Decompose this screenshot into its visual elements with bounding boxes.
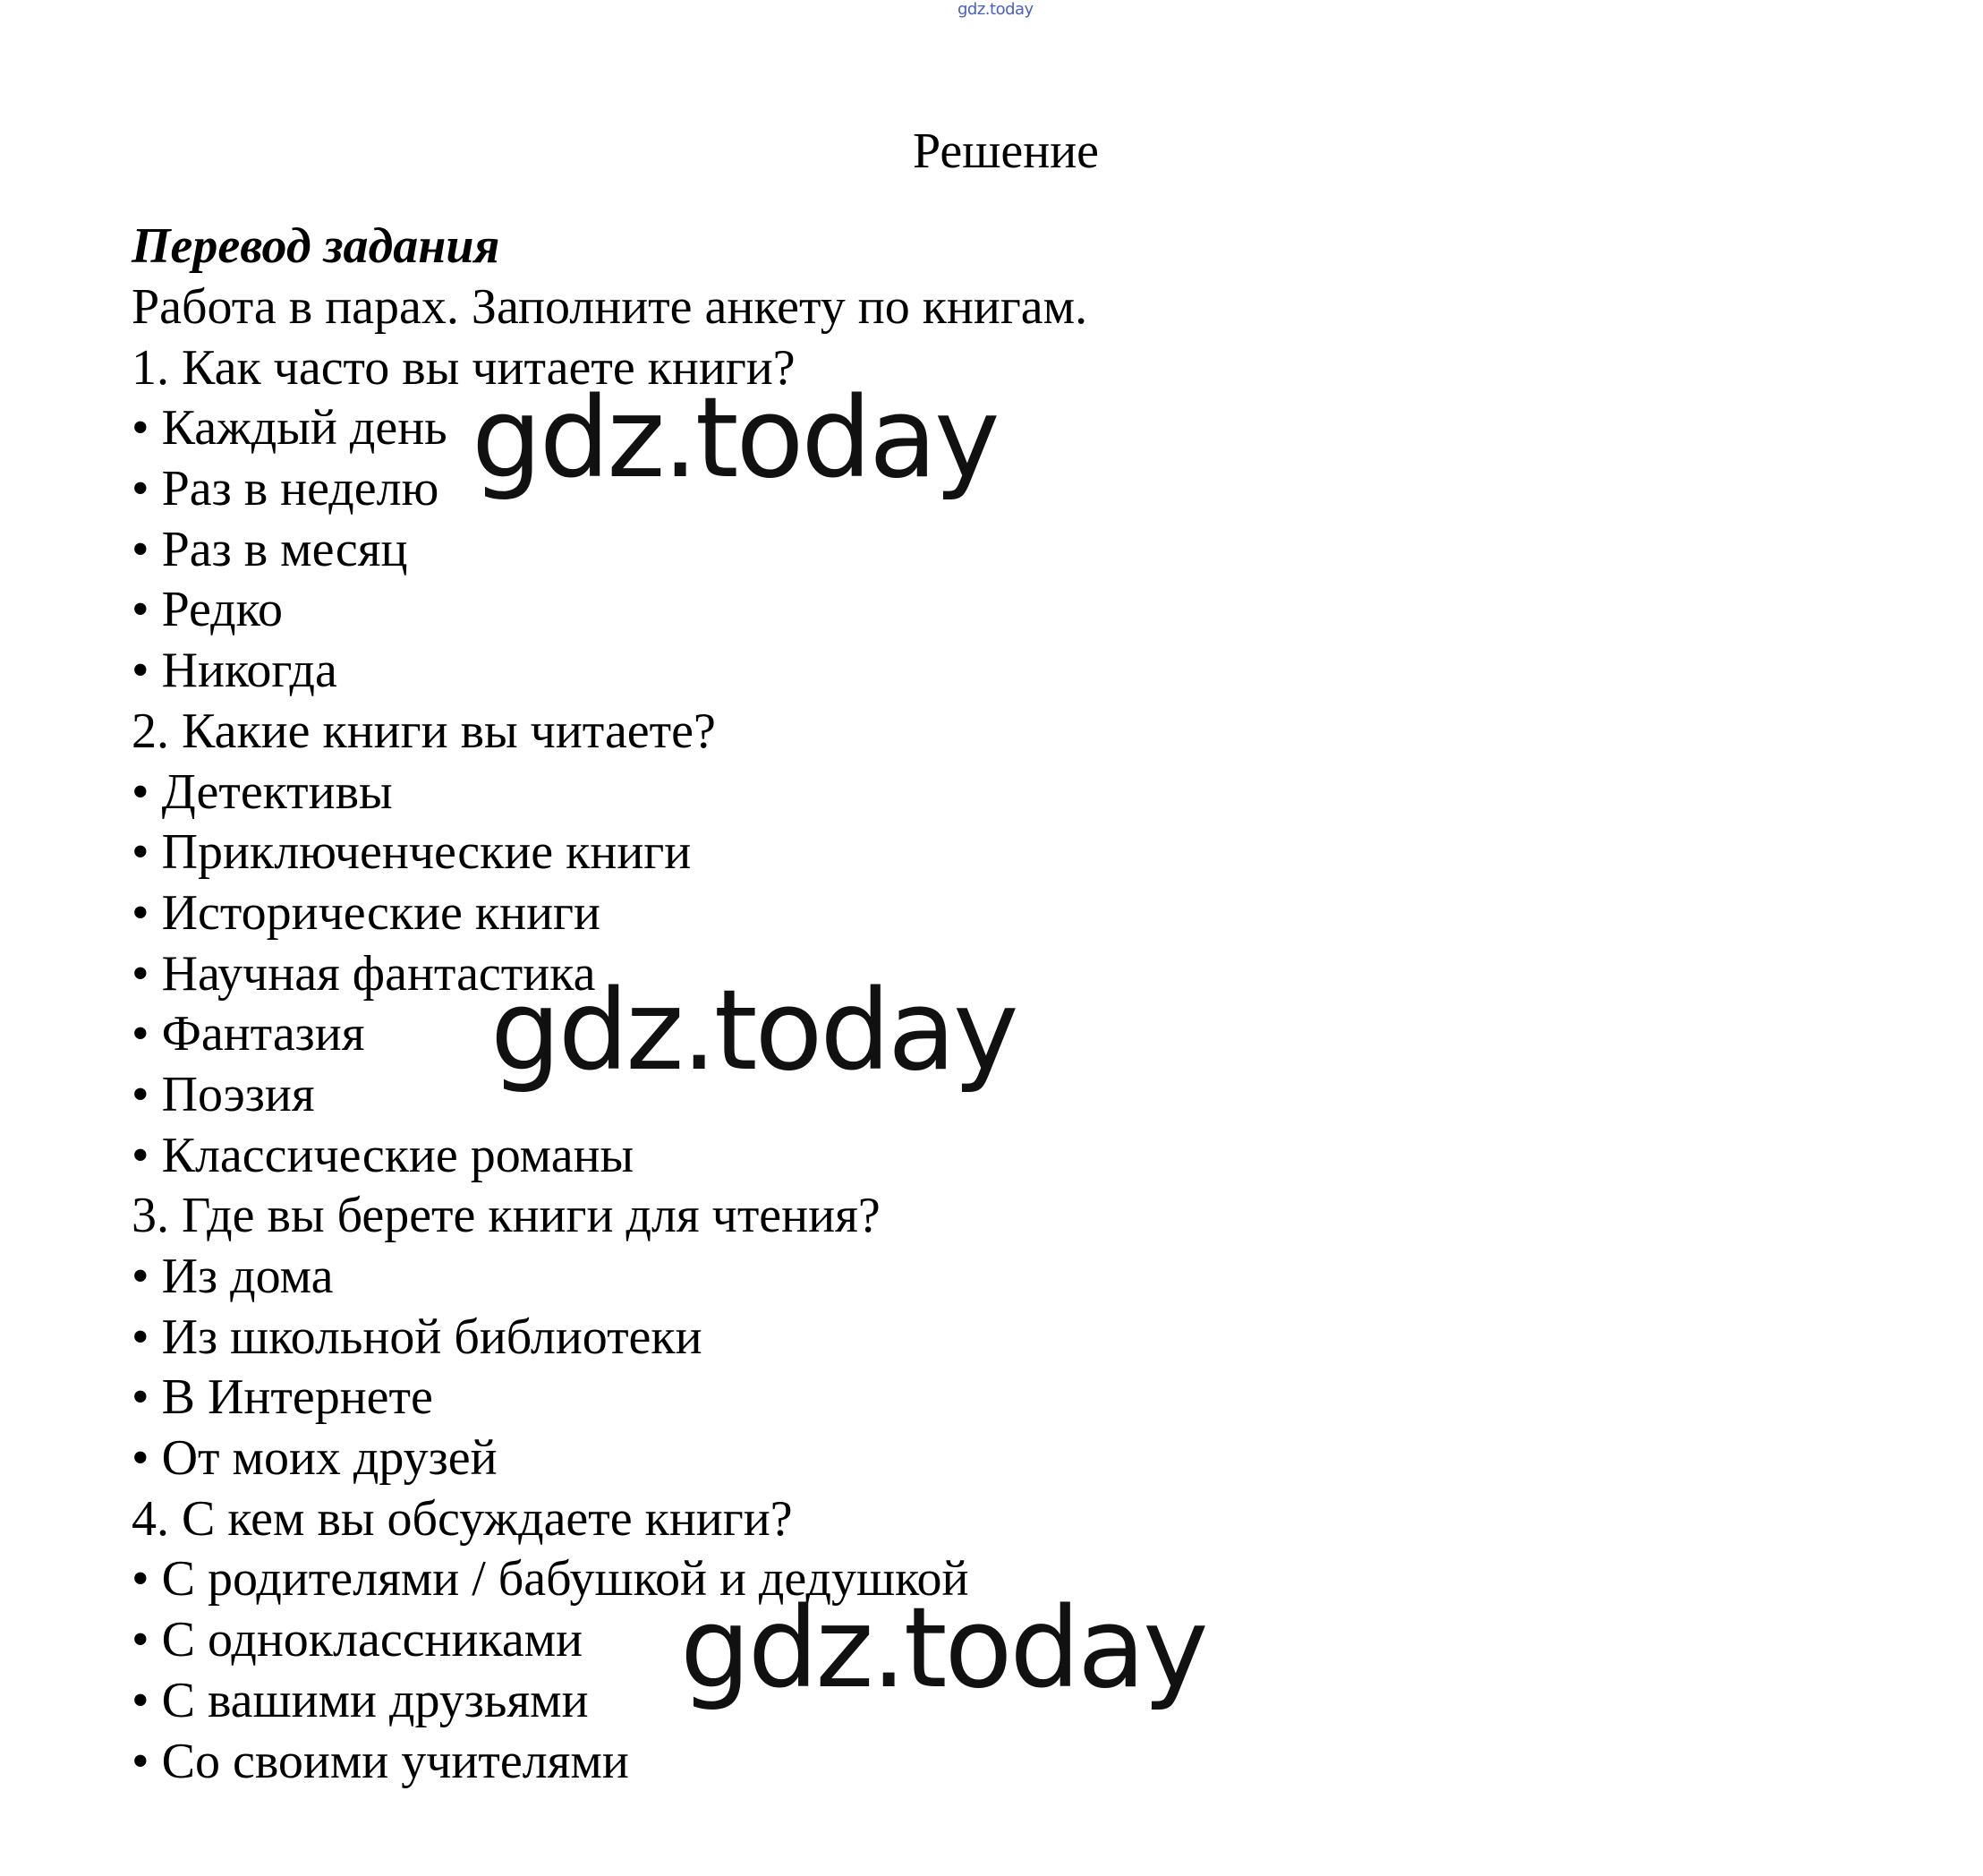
answer-option: • Исторические книги	[132, 884, 600, 941]
question-2: 2. Какие книги вы читаете?	[132, 703, 716, 759]
answer-option: • С вашими друзьями	[132, 1672, 589, 1728]
question-4: 4. С кем вы обсуждаете книги?	[132, 1490, 793, 1547]
instruction-line: Работа в парах. Заполните анкету по книгам.	[132, 279, 1088, 335]
section-heading: Перевод задания	[132, 218, 500, 274]
answer-option: • От моих друзей	[132, 1430, 498, 1487]
answer-option: • Классические романы	[132, 1127, 634, 1183]
answer-option: • Поэзия	[132, 1066, 315, 1122]
answer-option: • Из дома	[132, 1249, 334, 1304]
answer-option: • Раз в месяц	[132, 521, 408, 577]
answer-option: • Редко	[132, 582, 283, 638]
question-1: 1. Как часто вы читаете книги?	[132, 339, 796, 396]
answer-option: • С родителями / бабушкой и дедушкой	[132, 1551, 969, 1607]
answer-option: • Из школьной библиотеки	[132, 1309, 702, 1365]
answer-option: • Каждый день	[132, 400, 447, 456]
watermark-logo: gdz.today	[490, 967, 1017, 1096]
watermark-logo: gdz.today	[472, 374, 998, 503]
answer-option: • С одноклассниками	[132, 1612, 583, 1668]
watermark-logo: gdz.today	[680, 1584, 1206, 1713]
answer-option: • Научная фантастика	[132, 945, 596, 1002]
answer-option: • В Интернете	[132, 1369, 433, 1426]
answer-option: • Фантазия	[132, 1006, 365, 1062]
page-title: Решение	[913, 124, 1100, 179]
answer-option: • Со своими учителями	[132, 1733, 629, 1789]
question-3: 3. Где вы берете книги для чтения?	[132, 1188, 881, 1244]
top-watermark: gdz.today	[957, 0, 1034, 19]
answer-option: • Детективы	[132, 763, 393, 820]
answer-option: • Приключенческие книги	[132, 824, 692, 881]
answer-option: • Раз в неделю	[132, 461, 439, 517]
answer-option: • Никогда	[132, 643, 337, 699]
